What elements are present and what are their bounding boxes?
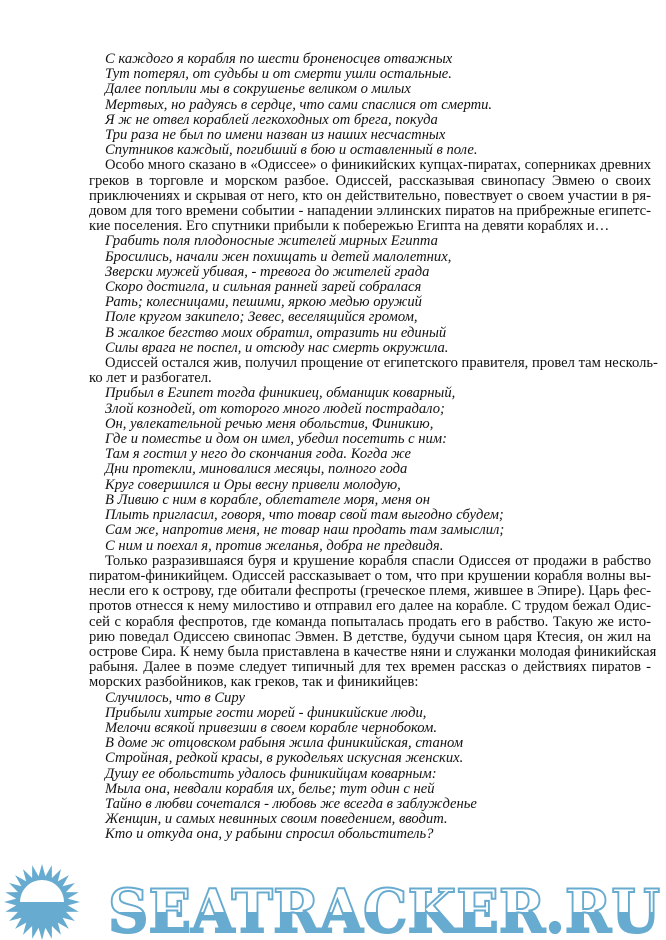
verse-line: Он, увлекательной речью меня обольстив, Финикию, xyxy=(105,415,434,432)
sun-icon xyxy=(4,864,80,940)
verse-line: Где и поместье и дом он имел, убедил посетить с ним: xyxy=(105,431,447,448)
paragraph-line: несли его к острову, где обитали феспроты (греческое племя, жившее в Эпире). Царь фес- xyxy=(89,583,651,600)
verse-line: Рать; колесницами, пешими, яркою медью оружий xyxy=(105,294,422,311)
paragraph-line: Одиссей остался жив, получил прощение от египетского правителя, провел там несколь- xyxy=(105,355,658,372)
paragraph-line: греков в торговле и морском разбое. Одиссей, рассказывая свинопасу Эвмею о своих xyxy=(89,172,651,189)
verse-line: Три раза не был по имени назван из наших несчастных xyxy=(105,127,446,144)
paragraph-line: кие поселения. Его спутники прибыли к побережью Египта на девяти кораблях и… xyxy=(89,218,610,235)
paragraph-line: пиратом-финикийцем. Одиссей рассказывает о том, что при крушении корабля волны вы- xyxy=(89,567,651,584)
verse-line: Стройная, редкой красы, в рукодельях искусная женских. xyxy=(105,750,464,767)
verse-line: Женщин, и самых невинных своим поведением, вводит. xyxy=(105,811,448,828)
verse-line: Спутников каждый, погибший в бою и оставленный в поле. xyxy=(105,142,478,159)
paragraph-line: морских разбойников, как греков, так и финикийцев: xyxy=(89,674,419,691)
verse-line: Круг совершился и Оры весну привели молодую, xyxy=(105,476,401,493)
document-body xyxy=(89,51,658,843)
paragraph-line: сей с корабля феспротов, где команда попыталась продать его в рабство. Такую же исто- xyxy=(89,613,651,630)
verse-line: Кто и откуда она, у рабыни спросил обольститель? xyxy=(105,826,434,843)
verse-line: Мыла она, невдали корабля их, белье; тут один с ней xyxy=(105,780,435,797)
verse-line: Сам же, напротив меня, не товар наш продать там замыслил; xyxy=(105,522,505,539)
paragraph-line: Только разразившаяся буря и крушение корабля спасли Одиссея от продажи в рабство xyxy=(105,552,651,569)
verse-line: Силы врага не поспел, и отсюду нас смерть окружила. xyxy=(105,339,449,356)
verse-line: Душу ее обольстить удалось финикийцам коварным: xyxy=(105,765,437,782)
verse-line: Плыть пригласил, говоря, что товар свой там выгодно сбудем; xyxy=(105,507,504,524)
verse-line: Случилось, что в Сиру xyxy=(105,689,245,706)
paragraph-line: острове Сира. К нему была приставлена в качестве няни и служанки молодая финикийская xyxy=(89,643,657,660)
verse-line: Там я гостил у него до скончания года. Когда же xyxy=(105,446,412,463)
paragraph-line: рию поведал Одиссею свинопас Эвмен. В детстве, будучи сыном царя Ктесия, он жил на xyxy=(89,628,651,645)
paragraph-line: рабыня. Далее в поэме следует типичный для тех времен рассказ о действиях пиратов - xyxy=(89,659,651,676)
verse-line: В доме ж отцовском рабыня жила финикийская, станом xyxy=(105,735,464,752)
verse-line: Тайно в любви сочетался - любовь же всегда в заблужденье xyxy=(105,795,477,812)
watermark-text: SEATRACKER.RU xyxy=(108,877,660,940)
verse-line: Мертвых, но радуясь в сердце, что сами спаслися от смерти. xyxy=(105,96,493,113)
verse-line: В жалкое бегство моих обратил, отразить ни единый xyxy=(105,324,447,341)
verse-line: Грабить поля плодоносные жителей мирных Египта xyxy=(105,233,438,250)
verse-line: Мелочи всякой привезши в своем корабле чернобоком. xyxy=(105,719,437,736)
paragraph-line: довом для того времени событии - нападении эллинских пиратов на прибрежные египетс- xyxy=(89,203,651,220)
paragraph-line: ко лет и разбогател. xyxy=(89,370,212,387)
verse-line: Бросились, начали жен похищать и детей малолетних, xyxy=(105,248,452,265)
verse-line: С каждого я корабля по шести броненосцев отважных xyxy=(105,51,453,67)
verse-line: Скоро достигла, и сильная ранней зарей собралася xyxy=(105,279,422,296)
verse-line: Прибыл в Египет тогда финикиец, обманщик коварный, xyxy=(105,385,456,402)
verse-line: Злой кознодей, от которого много людей пострадало; xyxy=(105,400,445,417)
verse-line: С ним и поехал я, против желанья, добра не предвидя. xyxy=(105,537,444,554)
verse-line: Далее поплыли мы в сокрушенье великом о милых xyxy=(105,81,411,98)
verse-line: Я ж не отвел кораблей легкоходных от брега, покуда xyxy=(105,111,438,128)
watermark xyxy=(0,848,666,940)
verse-line: Прибыли хитрые гости морей - финикийские люди, xyxy=(105,704,427,721)
verse-line: Дни протекли, миновалися месяцы, полного года xyxy=(105,461,408,478)
verse-line: Тут потерял, от судьбы и от смерти ушли остальные. xyxy=(105,66,452,83)
verse-line: Зверски мужей убивая, - тревога до жителей града xyxy=(105,263,430,280)
verse-line: В Ливию с ним в корабле, облетателе моря, меня он xyxy=(105,491,430,508)
verse-line: Поле кругом закипело; Зевес, веселящийся громом, xyxy=(105,309,418,326)
paragraph-line: Особо много сказано в «Одиссее» о финикийских купцах-пиратах, соперниках древних xyxy=(105,157,651,174)
paragraph-line: приключениях и скрывая от него, кто он действительно, повествует о своем участии в ря- xyxy=(89,187,651,204)
paragraph-line: протов отнесся к нему милостиво и отправил его далее на корабле. С трудом бежал Одис- xyxy=(89,598,651,615)
